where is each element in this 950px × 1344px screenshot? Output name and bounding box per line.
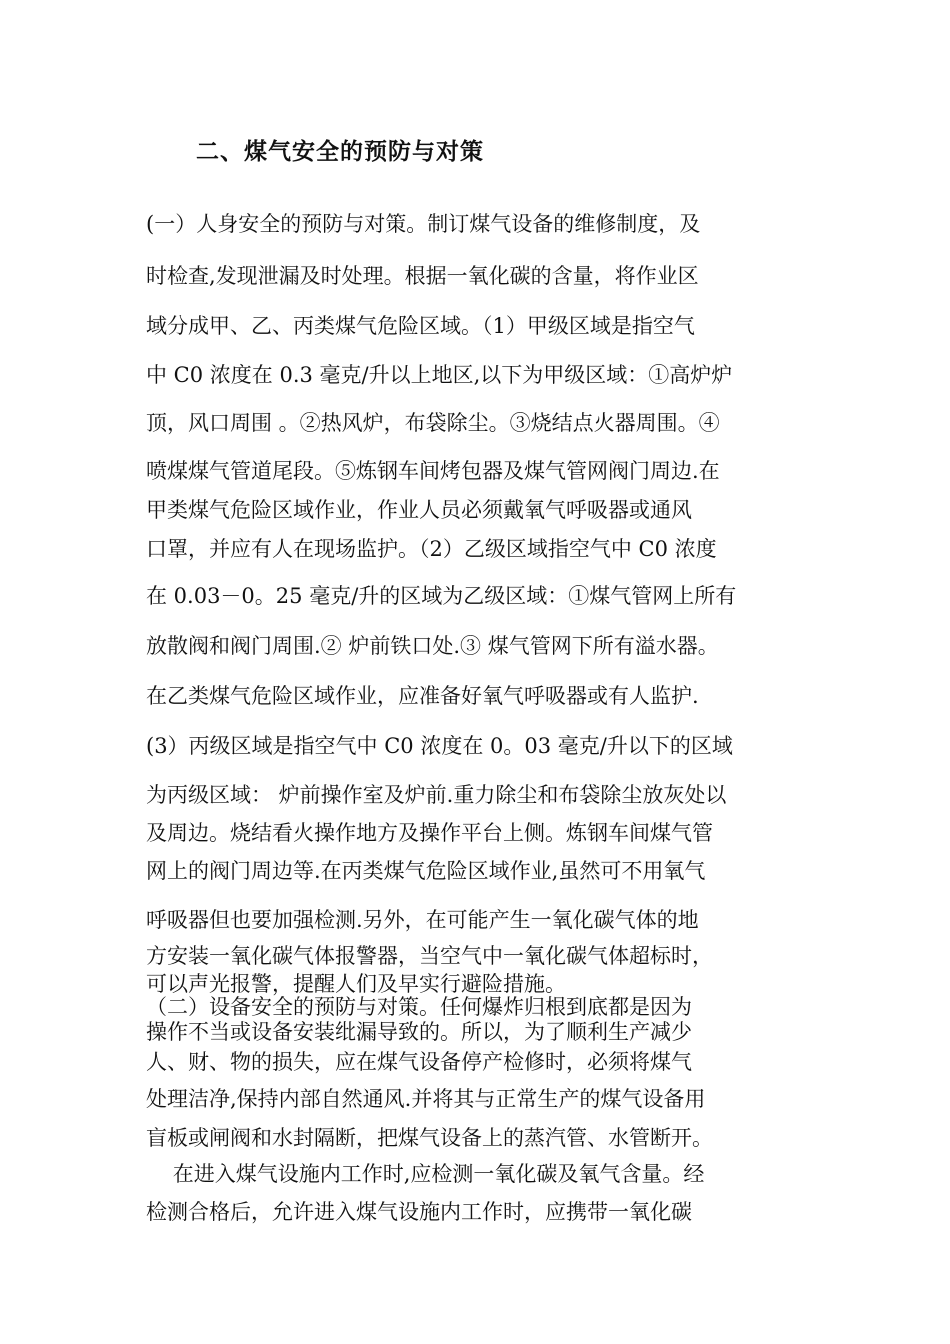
paragraph-line: 为丙级区域： 炉前操作室及炉前.重力除尘和布袋除尘放灰处以 — [146, 783, 727, 807]
paragraph-line: (3）丙级区域是指空气中 C0 浓度在 0。03 毫克/升以下的区域 — [146, 734, 733, 758]
paragraph-line: 甲类煤气危险区域作业，作业人员必须戴氧气呼吸器或通风 — [146, 498, 692, 522]
paragraph-line: 在乙类煤气危险区域作业，应准备好氧气呼吸器或有人监护. — [146, 684, 699, 708]
paragraph-line: 检测合格后，允许进入煤气设施内工作时，应携带一氧化碳 — [146, 1200, 692, 1224]
paragraph-line: 网上的阀门周边等.在丙类煤气危险区域作业,虽然可不用氧气 — [146, 859, 706, 883]
paragraph-line: 在进入煤气设施内工作时,应检测一氧化碳及氧气含量。经 — [146, 1162, 705, 1186]
paragraph-line: (一）人身安全的预防与对策。制订煤气设备的维修制度，及 — [146, 212, 701, 236]
paragraph-line: 方安装一氧化碳气体报警器，当空气中一氧化碳气体超标时， — [146, 944, 713, 968]
paragraph-line: 喷煤煤气管道尾段。⑤炼钢车间烤包器及煤气管网阀门周边.在 — [146, 459, 720, 483]
paragraph-line: 时检查,发现泄漏及时处理。根据一氧化碳的含量，将作业区 — [146, 264, 699, 288]
paragraph-line: 操作不当或设备安装纰漏导致的。所以，为了顺利生产减少 — [146, 1020, 692, 1044]
paragraph-line: （二）设备安全的预防与对策。任何爆炸归根到底都是因为 — [146, 995, 692, 1019]
paragraph-line: 口罩，并应有人在现场监护。（2）乙级区域指空气中 C0 浓度 — [146, 537, 717, 561]
paragraph-line: 呼吸器但也要加强检测.另外，在可能产生一氧化碳气体的地 — [146, 908, 699, 932]
paragraph-line: 处理洁净,保持内部自然通风.并将其与正常生产的煤气设备用 — [146, 1087, 706, 1111]
paragraph-line: 顶，风口周围 。②热风炉，布袋除尘。③烧结点火器周围。④ — [146, 411, 720, 435]
paragraph-line: 盲板或闸阀和水封隔断，把煤气设备上的蒸汽管、水管断开。 — [146, 1126, 713, 1150]
paragraph-line: 域分成甲、乙、丙类煤气危险区域。（1）甲级区域是指空气 — [146, 314, 695, 338]
paragraph-line: 可以声光报警，提醒人们及早实行避险措施。 — [146, 972, 566, 996]
paragraph-line: 在 0.03－0。25 毫克/升的区域为乙级区域：①煤气管网上所有 — [146, 584, 737, 608]
paragraph-line: 放散阀和阀门周围.② 炉前铁口处.③ 煤气管网下所有溢水器。 — [146, 634, 719, 658]
paragraph-line: 及周边。烧结看火操作地方及操作平台上侧。炼钢车间煤气管 — [146, 821, 713, 845]
paragraph-line: 中 C0 浓度在 0.3 毫克/升以上地区,以下为甲级区域：①高炉炉 — [146, 363, 733, 387]
section-heading: 二、煤气安全的预防与对策 — [196, 138, 484, 165]
paragraph-line: 人、财、物的损失，应在煤气设备停产检修时，必须将煤气 — [146, 1050, 692, 1074]
